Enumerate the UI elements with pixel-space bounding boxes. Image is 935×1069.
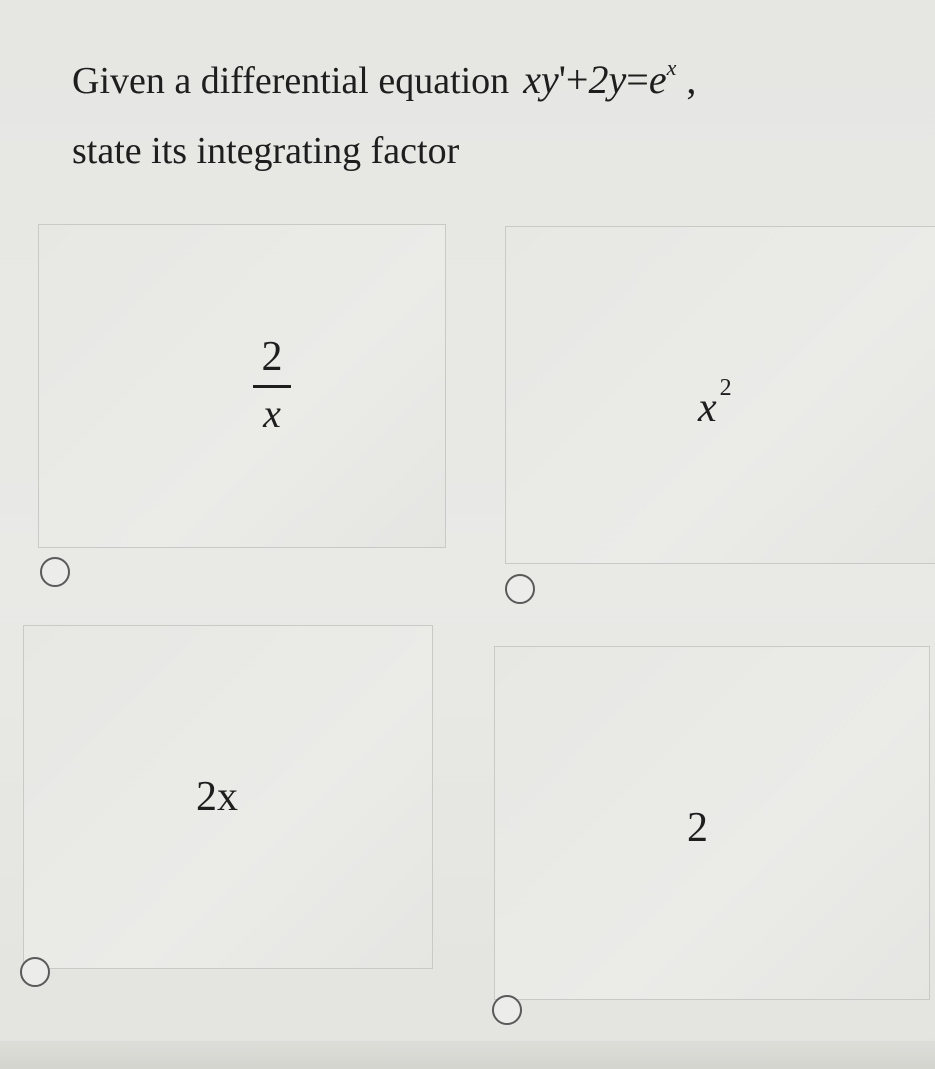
option-c-label bbox=[196, 776, 238, 818]
option-d-radio[interactable] bbox=[492, 995, 522, 1025]
eq-exponent-x: x bbox=[666, 55, 677, 80]
option-a-numerator: 2 bbox=[261, 334, 283, 380]
option-c-text: 2x bbox=[196, 774, 238, 820]
question-prompt: Given a differential equation bbox=[72, 60, 510, 102]
question-text bbox=[72, 42, 922, 177]
option-card-a[interactable] bbox=[38, 224, 446, 548]
eq-e: e bbox=[648, 57, 667, 102]
option-b-radio[interactable] bbox=[505, 574, 535, 604]
option-c-radio[interactable] bbox=[20, 957, 50, 987]
eq-2y: 2y bbox=[588, 57, 627, 102]
option-card-b[interactable] bbox=[505, 226, 935, 564]
option-b-exponent: 2 bbox=[719, 375, 732, 401]
option-a-fraction bbox=[232, 334, 312, 436]
eq-prime: ' bbox=[558, 57, 566, 102]
differential-equation bbox=[523, 57, 696, 102]
eq-equals: = bbox=[626, 57, 649, 102]
question-line-2: state its integrating factor bbox=[72, 130, 460, 172]
option-a-denominator: x bbox=[263, 391, 281, 436]
eq-comma: , bbox=[686, 57, 697, 102]
fraction-bar bbox=[253, 385, 291, 388]
eq-xy: xy bbox=[523, 57, 559, 102]
question-line-1 bbox=[72, 42, 922, 107]
option-b-base: x bbox=[698, 385, 717, 431]
option-card-c[interactable] bbox=[23, 625, 433, 969]
option-a-radio[interactable] bbox=[40, 557, 70, 587]
eq-plus: + bbox=[565, 57, 589, 102]
option-d-label: 2 bbox=[687, 805, 708, 851]
option-card-d[interactable] bbox=[494, 646, 930, 1000]
bottom-edge bbox=[0, 1041, 935, 1069]
option-b-expression bbox=[698, 375, 732, 431]
